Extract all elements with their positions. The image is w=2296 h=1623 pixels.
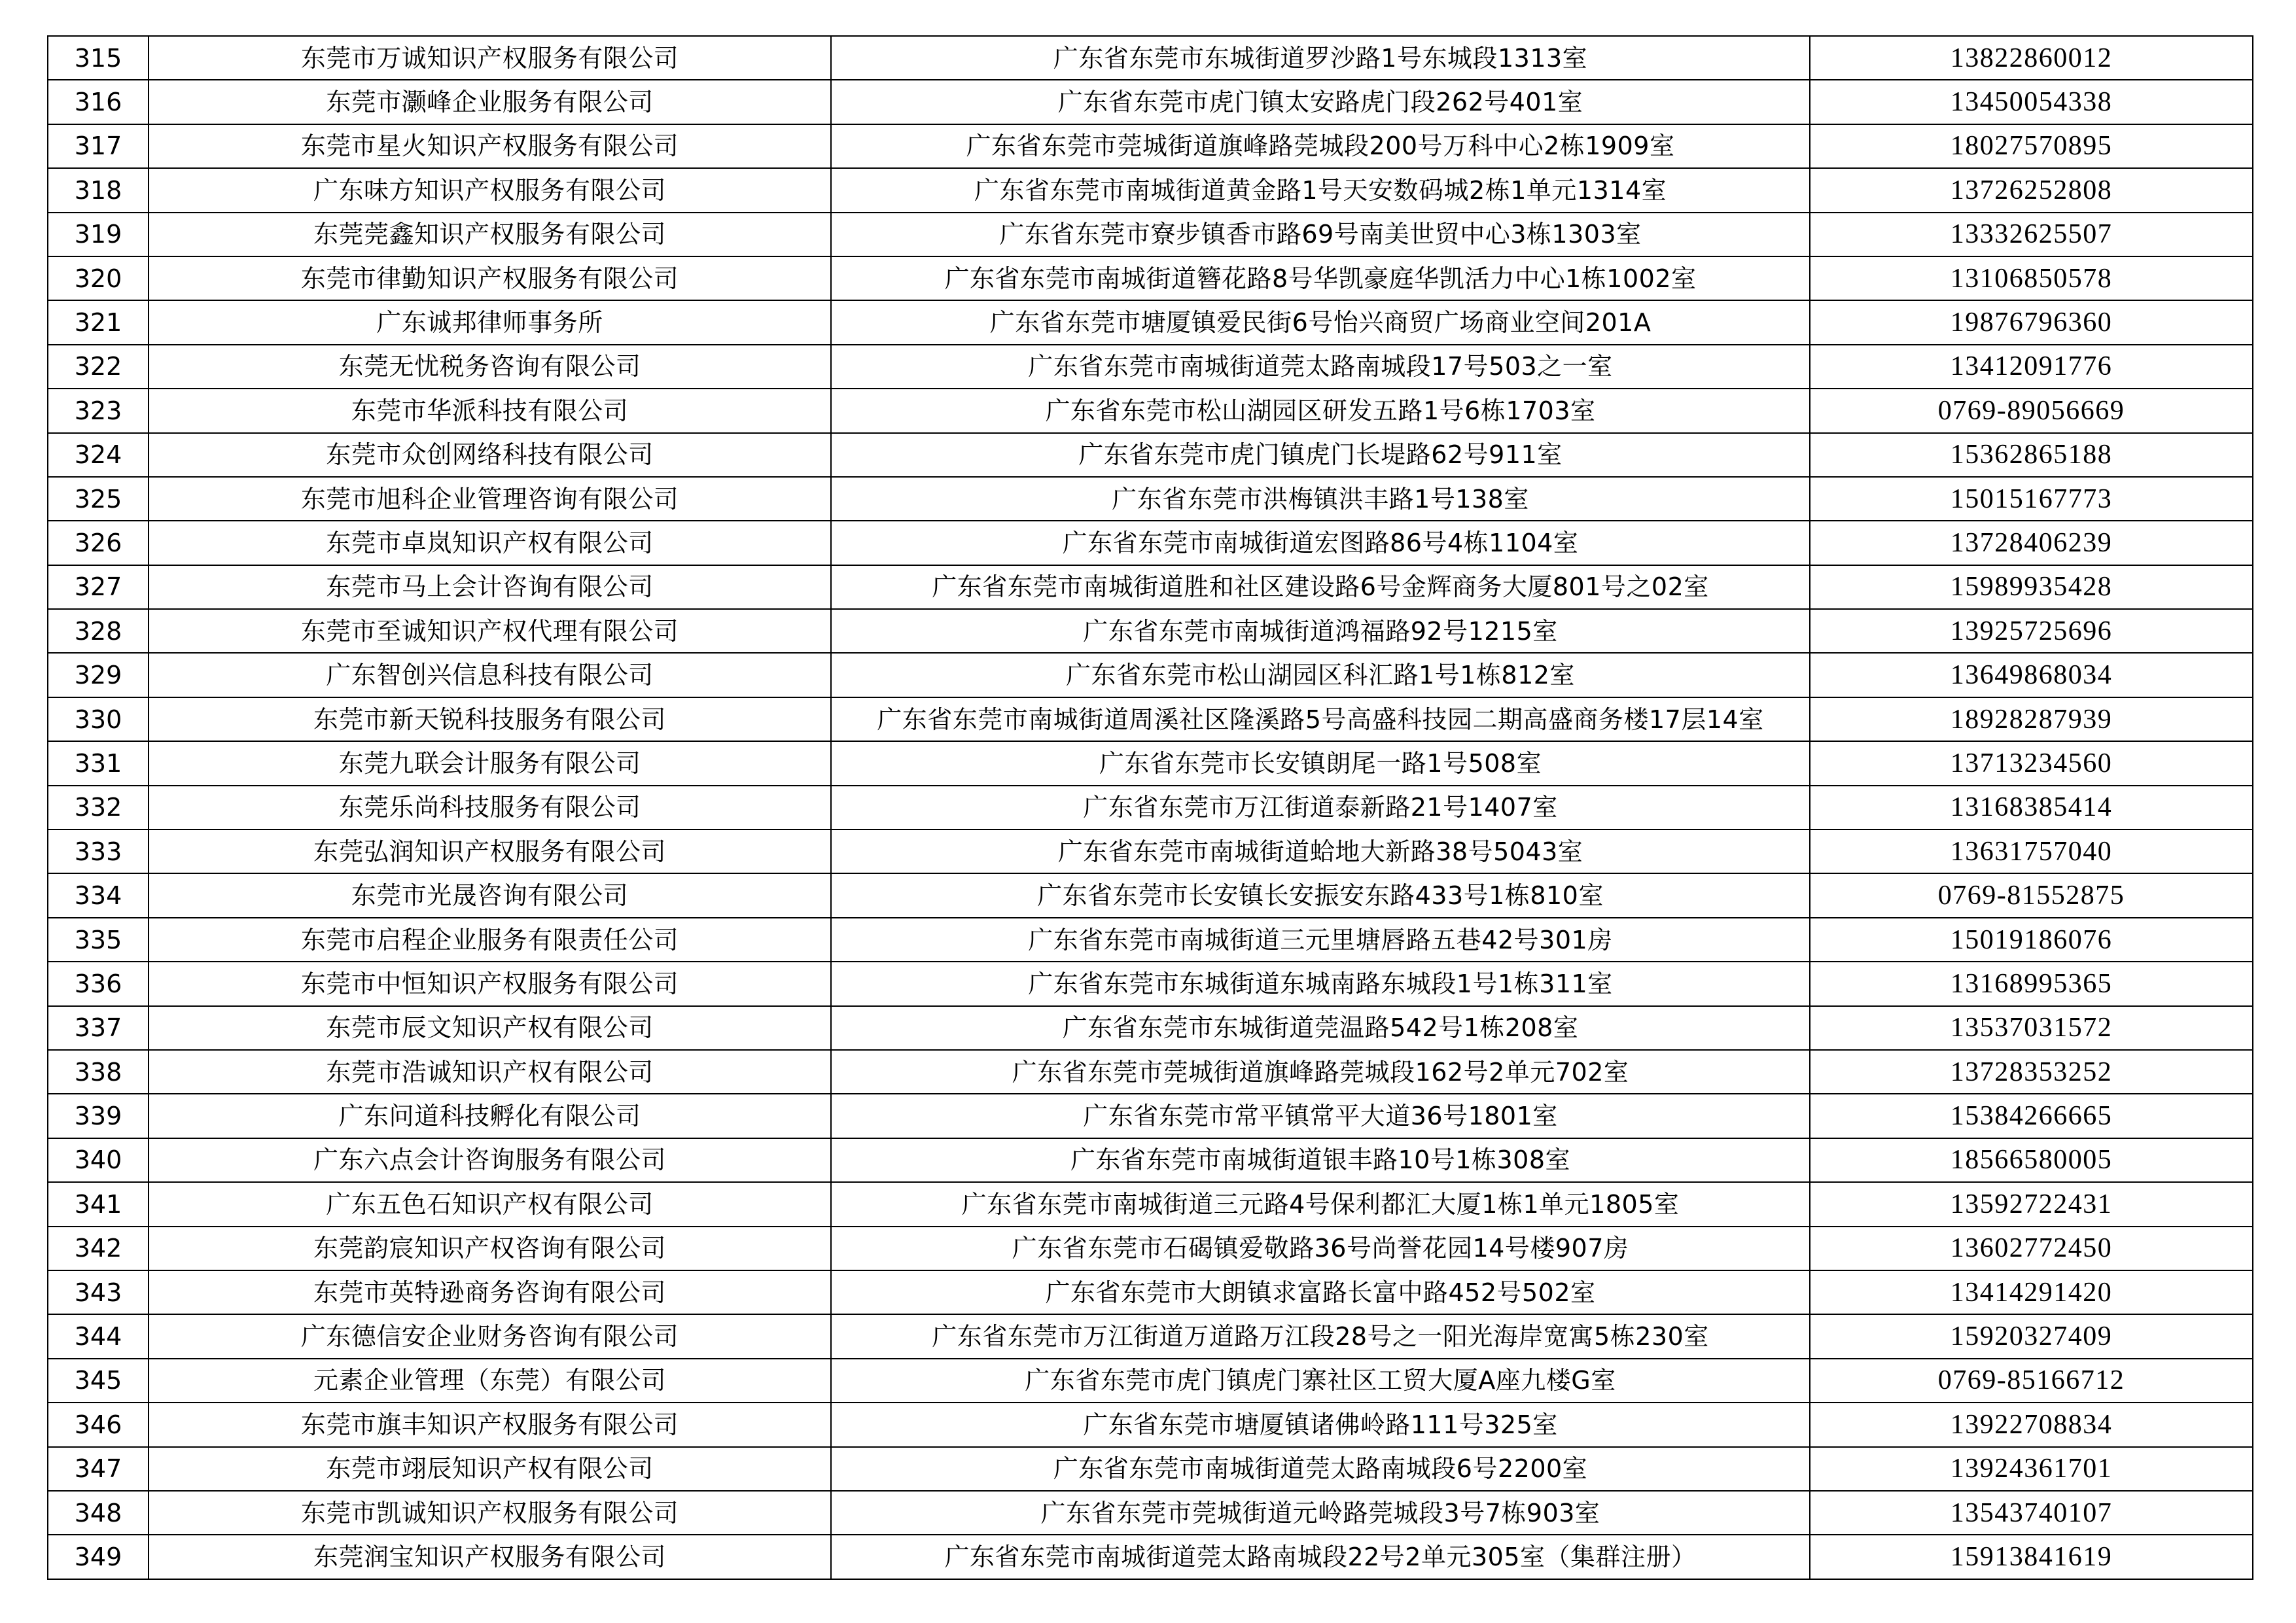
company-name: 东莞市卓岚知识产权有限公司 — [149, 521, 831, 565]
company-address: 广东省东莞市南城街道黄金路1号天安数码城2栋1单元1314室 — [831, 168, 1810, 212]
row-number: 346 — [48, 1403, 149, 1446]
row-number: 325 — [48, 477, 149, 521]
company-address: 广东省东莞市南城街道宏图路86号4栋1104室 — [831, 521, 1810, 565]
company-address: 广东省东莞市虎门镇太安路虎门段262号401室 — [831, 80, 1810, 124]
company-address: 广东省东莞市南城街道莞太路南城段22号2单元305室（集群注册） — [831, 1535, 1810, 1579]
table-row — [48, 786, 2253, 829]
phone-number: 18027570895 — [1810, 124, 2253, 168]
row-number: 328 — [48, 609, 149, 653]
table-row — [48, 1270, 2253, 1314]
company-address: 广东省东莞市南城街道三元里塘唇路五巷42号301房 — [831, 918, 1810, 962]
row-number: 343 — [48, 1270, 149, 1314]
company-name: 东莞市众创网络科技有限公司 — [149, 433, 831, 477]
company-name: 广东智创兴信息科技有限公司 — [149, 653, 831, 697]
registry-table-body — [48, 36, 2253, 1579]
phone-number: 13414291420 — [1810, 1270, 2253, 1314]
phone-number: 13168995365 — [1810, 962, 2253, 1005]
company-address: 广东省东莞市南城街道周溪社区隆溪路5号高盛科技园二期高盛商务楼17层14室 — [831, 697, 1810, 741]
company-address: 广东省东莞市南城街道簪花路8号华凯豪庭华凯活力中心1栋1002室 — [831, 256, 1810, 300]
phone-number: 13922708834 — [1810, 1403, 2253, 1446]
company-address: 广东省东莞市塘厦镇爱民街6号怡兴商贸广场商业空间201A — [831, 300, 1810, 344]
phone-number: 13713234560 — [1810, 741, 2253, 785]
company-name: 东莞市凯诚知识产权服务有限公司 — [149, 1491, 831, 1535]
company-address: 广东省东莞市松山湖园区科汇路1号1栋812室 — [831, 653, 1810, 697]
row-number: 317 — [48, 124, 149, 168]
table-row — [48, 1447, 2253, 1491]
row-number: 335 — [48, 918, 149, 962]
company-name: 广东问道科技孵化有限公司 — [149, 1094, 831, 1138]
row-number: 338 — [48, 1050, 149, 1094]
phone-number: 13728406239 — [1810, 521, 2253, 565]
table-row — [48, 741, 2253, 785]
company-address: 广东省东莞市石碣镇爱敬路36号尚誉花园14号楼907房 — [831, 1227, 1810, 1270]
company-name: 东莞市星火知识产权服务有限公司 — [149, 124, 831, 168]
company-name: 东莞市马上会计咨询有限公司 — [149, 565, 831, 609]
table-row — [48, 1314, 2253, 1358]
table-row — [48, 521, 2253, 565]
row-number: 342 — [48, 1227, 149, 1270]
company-address: 广东省东莞市南城街道胜和社区建设路6号金辉商务大厦801号之02室 — [831, 565, 1810, 609]
table-row — [48, 1535, 2253, 1579]
company-name: 广东德信安企业财务咨询有限公司 — [149, 1314, 831, 1358]
company-address: 广东省东莞市南城街道莞太路南城段6号2200室 — [831, 1447, 1810, 1491]
row-number: 348 — [48, 1491, 149, 1535]
company-name: 东莞市旗丰知识产权服务有限公司 — [149, 1403, 831, 1446]
row-number: 336 — [48, 962, 149, 1005]
company-address: 广东省东莞市万江街道万道路万江段28号之一阳光海岸宽寓5栋230室 — [831, 1314, 1810, 1358]
phone-number: 13726252808 — [1810, 168, 2253, 212]
table-row — [48, 1227, 2253, 1270]
row-number: 323 — [48, 389, 149, 432]
company-name: 东莞弘润知识产权服务有限公司 — [149, 829, 831, 873]
company-address: 广东省东莞市莞城街道旗峰路莞城段162号2单元702室 — [831, 1050, 1810, 1094]
row-number: 319 — [48, 213, 149, 256]
company-address: 广东省东莞市南城街道鸿福路92号1215室 — [831, 609, 1810, 653]
row-number: 320 — [48, 256, 149, 300]
company-address: 广东省东莞市长安镇朗尾一路1号508室 — [831, 741, 1810, 785]
phone-number: 13649868034 — [1810, 653, 2253, 697]
phone-number: 13332625507 — [1810, 213, 2253, 256]
company-address: 广东省东莞市虎门镇虎门长堤路62号911室 — [831, 433, 1810, 477]
company-name: 东莞市浩诚知识产权有限公司 — [149, 1050, 831, 1094]
row-number: 333 — [48, 829, 149, 873]
company-name: 广东六点会计咨询服务有限公司 — [149, 1138, 831, 1182]
registry-table — [47, 35, 2253, 1580]
company-name: 东莞市旭科企业管理咨询有限公司 — [149, 477, 831, 521]
phone-number: 13631757040 — [1810, 829, 2253, 873]
row-number: 341 — [48, 1182, 149, 1226]
row-number: 318 — [48, 168, 149, 212]
company-name: 东莞市英特逊商务咨询有限公司 — [149, 1270, 831, 1314]
company-name: 东莞润宝知识产权服务有限公司 — [149, 1535, 831, 1579]
table-row — [48, 873, 2253, 917]
row-number: 349 — [48, 1535, 149, 1579]
company-address: 广东省东莞市东城街道东城南路东城段1号1栋311室 — [831, 962, 1810, 1005]
phone-number: 13543740107 — [1810, 1491, 2253, 1535]
company-address: 广东省东莞市虎门镇虎门寨社区工贸大厦A座九楼G室 — [831, 1359, 1810, 1403]
company-address: 广东省东莞市南城街道蛤地大新路38号5043室 — [831, 829, 1810, 873]
table-row — [48, 1491, 2253, 1535]
row-number: 334 — [48, 873, 149, 917]
table-row — [48, 697, 2253, 741]
phone-number: 18566580005 — [1810, 1138, 2253, 1182]
company-name: 东莞市中恒知识产权服务有限公司 — [149, 962, 831, 1005]
table-row — [48, 962, 2253, 1005]
phone-number: 13450054338 — [1810, 80, 2253, 124]
company-name: 东莞莞鑫知识产权服务有限公司 — [149, 213, 831, 256]
phone-number: 0769-81552875 — [1810, 873, 2253, 917]
company-name: 元素企业管理（东莞）有限公司 — [149, 1359, 831, 1403]
row-number: 337 — [48, 1006, 149, 1050]
company-name: 东莞市光晟咨询有限公司 — [149, 873, 831, 917]
phone-number: 18928287939 — [1810, 697, 2253, 741]
row-number: 316 — [48, 80, 149, 124]
company-name: 东莞市新天锐科技服务有限公司 — [149, 697, 831, 741]
row-number: 322 — [48, 345, 149, 389]
table-row — [48, 1006, 2253, 1050]
row-number: 329 — [48, 653, 149, 697]
company-name: 广东诚邦律师事务所 — [149, 300, 831, 344]
phone-number: 13537031572 — [1810, 1006, 2253, 1050]
row-number: 340 — [48, 1138, 149, 1182]
row-number: 315 — [48, 36, 149, 80]
phone-number: 15015167773 — [1810, 477, 2253, 521]
company-address: 广东省东莞市南城街道银丰路10号1栋308室 — [831, 1138, 1810, 1182]
company-address: 广东省东莞市莞城街道元岭路莞城段3号7栋903室 — [831, 1491, 1810, 1535]
table-row — [48, 829, 2253, 873]
phone-number: 15362865188 — [1810, 433, 2253, 477]
company-address: 广东省东莞市莞城街道旗峰路莞城段200号万科中心2栋1909室 — [831, 124, 1810, 168]
phone-number: 13168385414 — [1810, 786, 2253, 829]
company-address: 广东省东莞市塘厦镇诸佛岭路111号325室 — [831, 1403, 1810, 1446]
row-number: 344 — [48, 1314, 149, 1358]
table-row — [48, 124, 2253, 168]
table-row — [48, 1403, 2253, 1446]
company-name: 东莞市至诚知识产权代理有限公司 — [149, 609, 831, 653]
company-name: 东莞市启程企业服务有限责任公司 — [149, 918, 831, 962]
company-address: 广东省东莞市长安镇长安振安东路433号1栋810室 — [831, 873, 1810, 917]
company-address: 广东省东莞市松山湖园区研发五路1号6栋1703室 — [831, 389, 1810, 432]
company-address: 广东省东莞市洪梅镇洪丰路1号138室 — [831, 477, 1810, 521]
phone-number: 19876796360 — [1810, 300, 2253, 344]
company-name: 东莞乐尚科技服务有限公司 — [149, 786, 831, 829]
company-address: 广东省东莞市东城街道罗沙路1号东城段1313室 — [831, 36, 1810, 80]
table-row — [48, 345, 2253, 389]
company-address: 广东省东莞市寮步镇香市路69号南美世贸中心3栋1303室 — [831, 213, 1810, 256]
table-row — [48, 80, 2253, 124]
table-row — [48, 213, 2253, 256]
phone-number: 15384266665 — [1810, 1094, 2253, 1138]
company-address: 广东省东莞市常平镇常平大道36号1801室 — [831, 1094, 1810, 1138]
table-row — [48, 1359, 2253, 1403]
phone-number: 15989935428 — [1810, 565, 2253, 609]
table-row — [48, 433, 2253, 477]
company-address: 广东省东莞市大朗镇求富路长富中路452号502室 — [831, 1270, 1810, 1314]
company-address: 广东省东莞市万江街道泰新路21号1407室 — [831, 786, 1810, 829]
phone-number: 0769-89056669 — [1810, 389, 2253, 432]
row-number: 330 — [48, 697, 149, 741]
table-row — [48, 1182, 2253, 1226]
row-number: 326 — [48, 521, 149, 565]
company-name: 东莞市万诚知识产权服务有限公司 — [149, 36, 831, 80]
phone-number: 13924361701 — [1810, 1447, 2253, 1491]
phone-number: 13728353252 — [1810, 1050, 2253, 1094]
company-name: 东莞市灏峰企业服务有限公司 — [149, 80, 831, 124]
table-row — [48, 256, 2253, 300]
company-name: 东莞市律勤知识产权服务有限公司 — [149, 256, 831, 300]
company-name: 广东五色石知识产权有限公司 — [149, 1182, 831, 1226]
table-row — [48, 653, 2253, 697]
table-row — [48, 1050, 2253, 1094]
phone-number: 15019186076 — [1810, 918, 2253, 962]
table-row — [48, 1094, 2253, 1138]
company-name: 东莞市翊辰知识产权有限公司 — [149, 1447, 831, 1491]
row-number: 332 — [48, 786, 149, 829]
phone-number: 13602772450 — [1810, 1227, 2253, 1270]
table-row — [48, 168, 2253, 212]
company-name: 东莞无忧税务咨询有限公司 — [149, 345, 831, 389]
phone-number: 15913841619 — [1810, 1535, 2253, 1579]
row-number: 339 — [48, 1094, 149, 1138]
table-row — [48, 300, 2253, 344]
table-row — [48, 389, 2253, 432]
table-row — [48, 36, 2253, 80]
row-number: 347 — [48, 1447, 149, 1491]
row-number: 324 — [48, 433, 149, 477]
company-name: 广东味方知识产权服务有限公司 — [149, 168, 831, 212]
row-number: 331 — [48, 741, 149, 785]
table-row — [48, 565, 2253, 609]
company-name: 东莞市辰文知识产权有限公司 — [149, 1006, 831, 1050]
company-name: 东莞市华派科技有限公司 — [149, 389, 831, 432]
phone-number: 13925725696 — [1810, 609, 2253, 653]
table-row — [48, 609, 2253, 653]
phone-number: 13822860012 — [1810, 36, 2253, 80]
company-address: 广东省东莞市东城街道莞温路542号1栋208室 — [831, 1006, 1810, 1050]
phone-number: 13592722431 — [1810, 1182, 2253, 1226]
phone-number: 15920327409 — [1810, 1314, 2253, 1358]
phone-number: 13412091776 — [1810, 345, 2253, 389]
phone-number: 13106850578 — [1810, 256, 2253, 300]
company-address: 广东省东莞市南城街道莞太路南城段17号503之一室 — [831, 345, 1810, 389]
table-row — [48, 918, 2253, 962]
row-number: 345 — [48, 1359, 149, 1403]
phone-number: 0769-85166712 — [1810, 1359, 2253, 1403]
company-name: 东莞韵宸知识产权咨询有限公司 — [149, 1227, 831, 1270]
row-number: 321 — [48, 300, 149, 344]
company-name: 东莞九联会计服务有限公司 — [149, 741, 831, 785]
table-row — [48, 1138, 2253, 1182]
company-address: 广东省东莞市南城街道三元路4号保利都汇大厦1栋1单元1805室 — [831, 1182, 1810, 1226]
row-number: 327 — [48, 565, 149, 609]
table-row — [48, 477, 2253, 521]
